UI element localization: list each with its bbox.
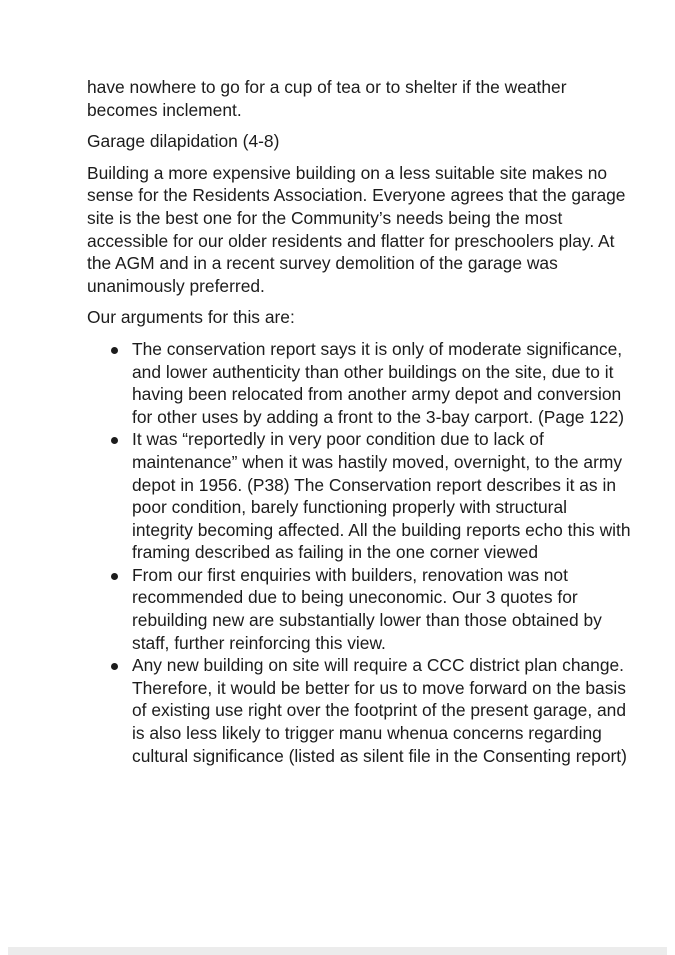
- list-item-text: From our first enquiries with builders, renovation was not recommended due to being uneconomic. Our 3 quotes for rebuilding new are substantially lower than those obtained by staff, further reinforcing this view.: [132, 564, 602, 653]
- section-heading: Garage dilapidation (4-8): [87, 131, 280, 152]
- list-item: [132, 654, 632, 767]
- document-body: [87, 76, 632, 767]
- list-item: [132, 564, 632, 654]
- bullet-icon: [111, 573, 118, 580]
- list-item: [132, 338, 632, 428]
- list-item-text: It was “reportedly in very poor condition due to lack of maintenance” when it was hastily moved, overnight, to the army depot in 1956. (P38) The Conservation report describes it as in poor condition, barely functioning properly with structural integrity becoming affected. All the building reports echo this with framing described as failing in the one corner viewed: [132, 429, 631, 563]
- paragraph-continuation: have nowhere to go for a cup of tea or to shelter if the weather becomes inclement.: [87, 77, 567, 120]
- list-item-text: Any new building on site will require a CCC district plan change. Therefore, it would be better for us to move forward on the basis of existing use right over the footprint of the present garage, and is also less likely to trigger manu whenua concerns regarding cultural significance (listed as silent file in the Consenting report): [132, 655, 627, 766]
- paragraph-intro: Our arguments for this are:: [87, 307, 295, 328]
- list-item: [132, 428, 632, 564]
- arguments-list: [87, 338, 632, 767]
- bullet-icon: [111, 663, 118, 670]
- bullet-icon: [111, 347, 118, 354]
- page-bottom-edge: [8, 947, 667, 955]
- bullet-icon: [111, 437, 118, 444]
- paragraph-body: Building a more expensive building on a less suitable site makes no sense for the Residents Association. Everyone agrees that the garage site is the best one for the Community’s needs being the most accessible for our older residents and flatter for preschoolers play. At the AGM and in a recent survey demolition of the garage was unanimously preferred.: [87, 162, 626, 296]
- list-item-text: The conservation report says it is only of moderate significance, and lower authenticity than other buildings on the site, due to it having been relocated from another army depot and conversion for other uses by adding a front to the 3-bay carport. (Page 122): [132, 338, 625, 427]
